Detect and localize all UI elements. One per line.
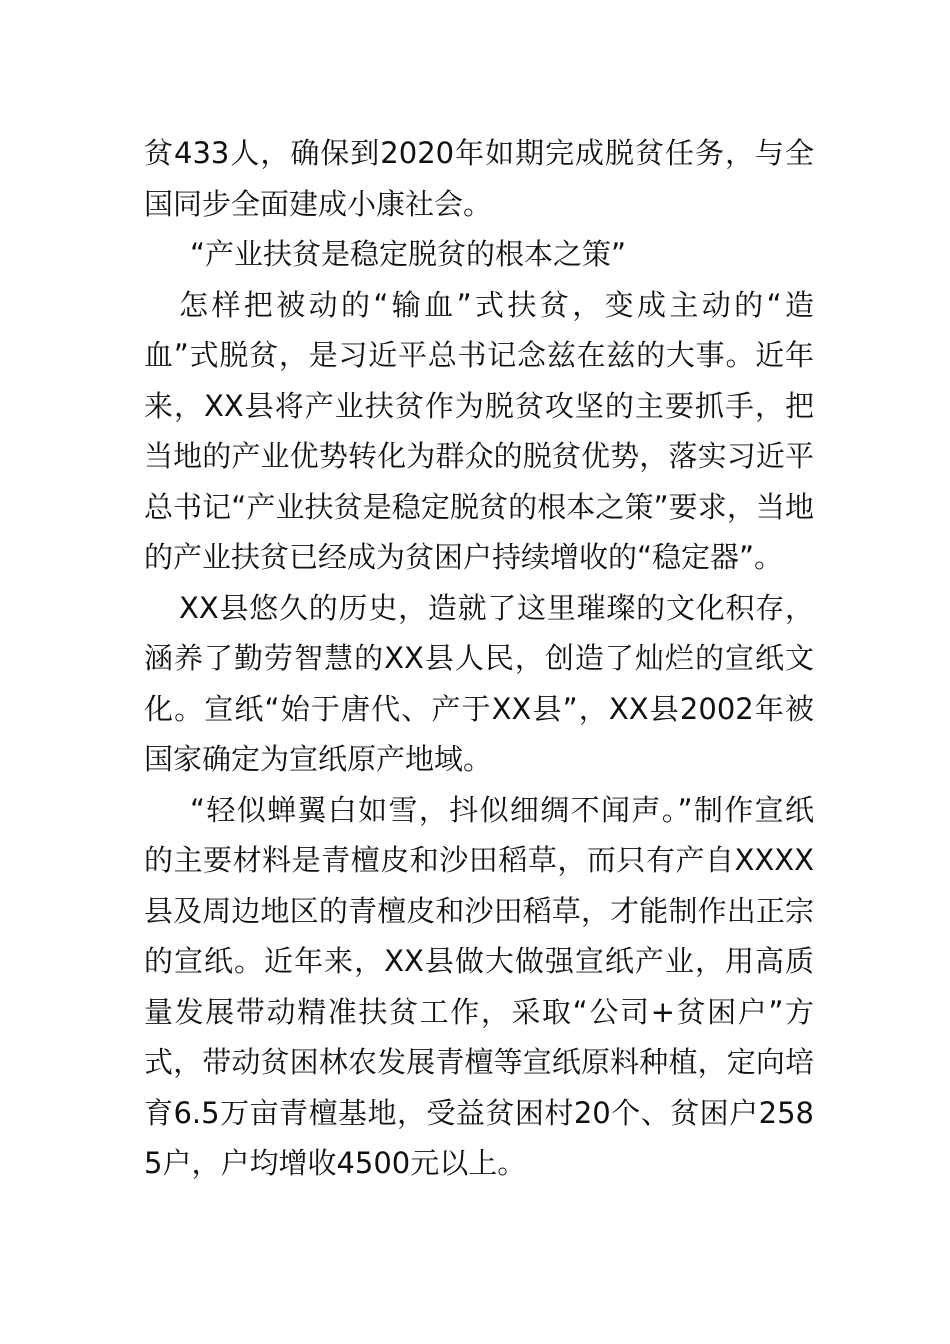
paragraph-industry-poverty: 怎样把被动的“输血”式扶贫，变成主动的“造血”式脱贫，是习近平总书记念兹在兹的大事。近年来，XX县将产业扶贫作为脱贫攻坚的主要抓手，把当地的产业优势转化为群众的脱贫优势，落实习近平总书记“产业扶贫是稳定脱贫的根本之策”要求，当地的产业扶贫已经成为贫困户持续增收的“稳定器”。 xyxy=(144,287,814,574)
paragraph-xuan-paper: “轻似蝉翼白如雪，抖似细绸不闻声。”制作宣纸的主要材料是青檀皮和沙田稻草，而只有产自XXXX县及周边地区的青檀皮和沙田稻草，才能制作出正宗的宣纸。近年来，XX县做大做强宣纸产业，用高质量发展带动精准扶贫工作，采取“公司+贫困户”方式，带动贫困林农发展青檀等宣纸原料种植，定向培育6.5万亩青檀基地，受益贫困村20个、贫困户2585户，户均增收4500元以上。 xyxy=(144,792,814,1180)
section-heading-quote: “产业扶贫是稳定脱贫的根本之策” xyxy=(190,237,627,271)
paragraph-county-history: XX县悠久的历史，造就了这里璀璨的文化积存，涵养了勤劳智慧的XX县人民，创造了灿烂的宣纸文化。宣纸“始于唐代、产于XX县”，XX县2002年被国家确定为宣纸原产地域。 xyxy=(144,590,814,776)
paragraph-continuation: 贫433人，确保到2020年如期完成脱贫任务，与全国同步全面建成小康社会。 xyxy=(144,136,814,221)
document-body xyxy=(144,128,814,1189)
